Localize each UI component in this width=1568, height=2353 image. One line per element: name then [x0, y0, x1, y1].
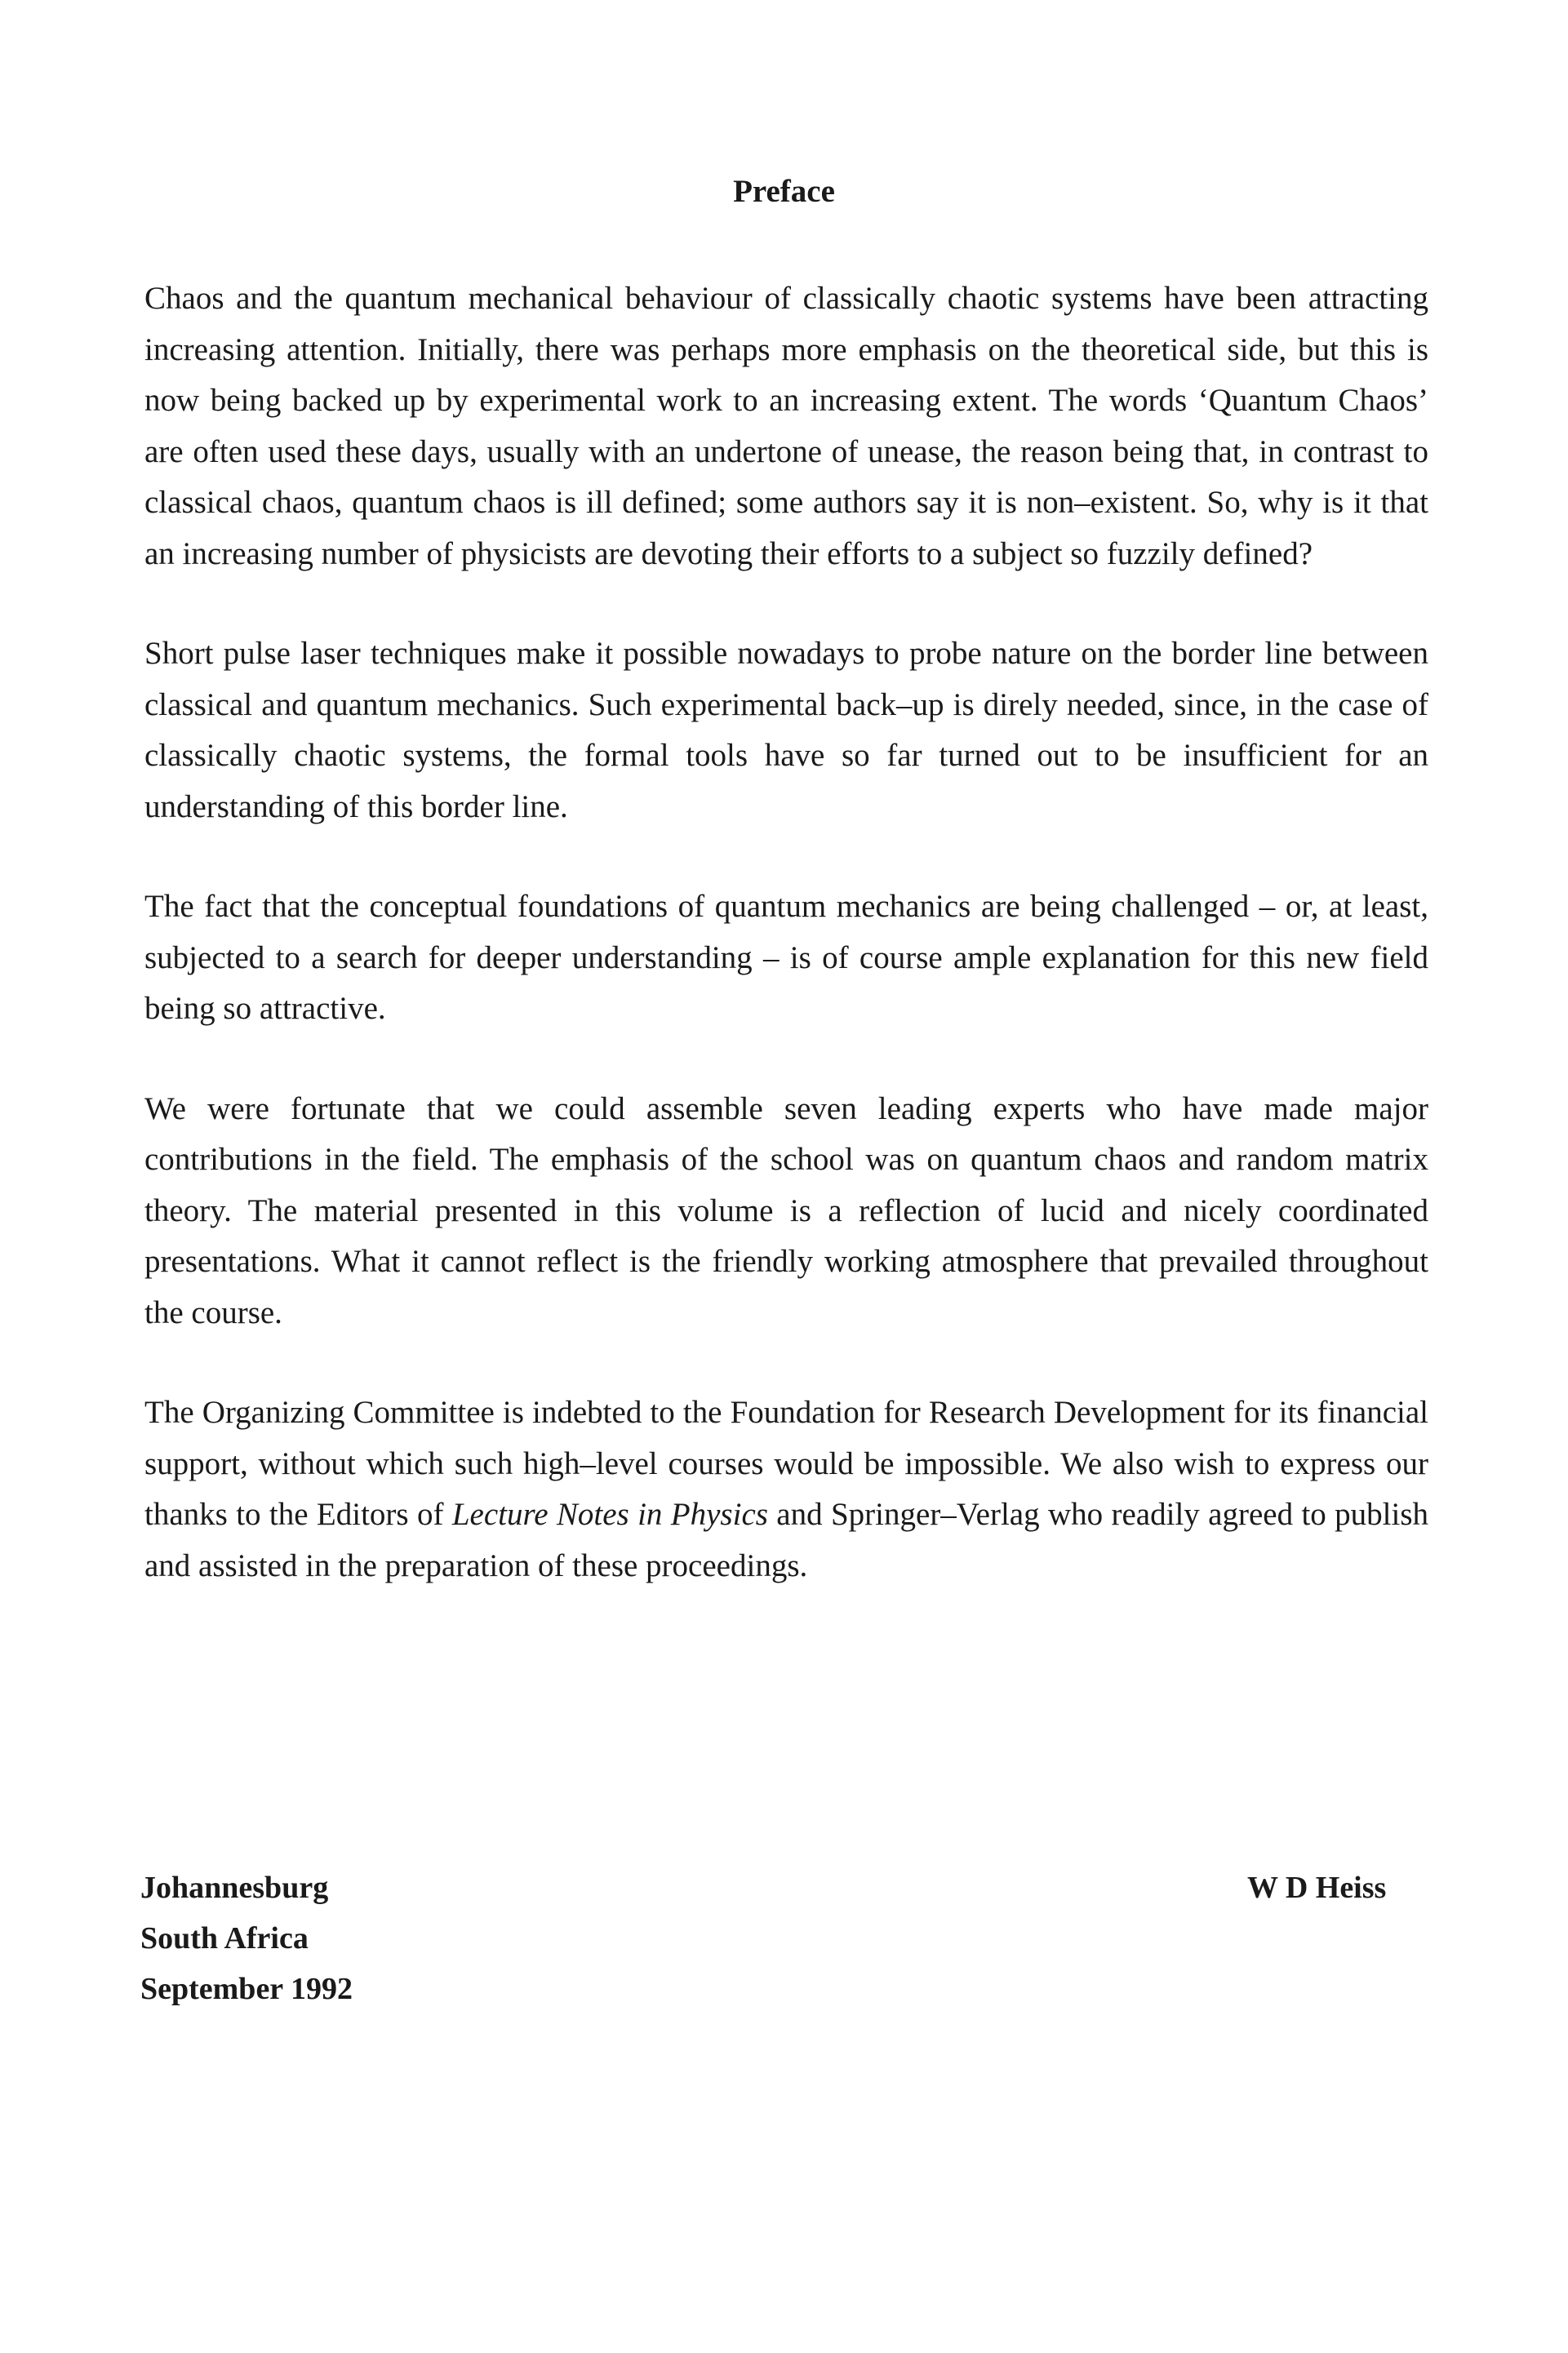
- paragraph-2: Short pulse laser techniques make it possible nowadays to probe nature on the border line between classical and quantum mechanics. Such experimental back–up is direly needed, since, in the case of classically chaotic systems, the formal tools have so far turned out to be insufficient for an understanding of this border line.: [144, 636, 1428, 824]
- paragraph-4: We were fortunate that we could assemble seven leading experts who have made major contributions in the field. The emphasis of the school was on quantum chaos and random matrix theory. The material presented in this volume is a reflection of lucid and nicely coordinated presentations. What it cannot reflect is the friendly working atmosphere that prevailed throughout the course.: [144, 1090, 1428, 1330]
- signoff-date: September 1992: [140, 1972, 353, 2006]
- paragraph-3: The fact that the conceptual foundations of quantum mechanics are being challenged – or, at least, subjected to a search for deeper understanding – is of course ample explanation for this new field being so attractive.: [144, 889, 1428, 1026]
- signoff-author: W D Heiss: [1247, 1871, 1387, 1905]
- page-title: Preface: [733, 174, 835, 209]
- paragraph-1: Chaos and the quantum mechanical behaviour of classically chaotic systems have been attracting increasing attention. Initially, there was perhaps more emphasis on the theoretical side, but this is now being backed up by experimental work to an increasing extent. The words ‘Quantum Chaos’ are often used these days, usually with an undertone of unease, the reason being that, in contrast to classical chaos, quantum chaos is ill defined; some authors say it is non–existent. So, why is it that an increasing number of physicists are devoting their efforts to a subject so fuzzily defined?: [144, 281, 1428, 571]
- signoff-country: South Africa: [140, 1921, 309, 1956]
- paragraph-5-text-a: The Organizing Committee is indebted to the Foundation for Research Development for its financial support, without which such high–level courses would be impossible. We also wish to express our thanks to the Editors of: [144, 1395, 1428, 1532]
- paragraph-5: [144, 1387, 1428, 1592]
- signoff-city: Johannesburg: [140, 1871, 329, 1905]
- paragraph-5-series-title: Lecture Notes in Physics: [451, 1497, 768, 1532]
- preface-body: [144, 273, 1428, 1640]
- paragraph-5-text-b: and Springer–Verlag who readily agreed to publish and assisted in the preparation of these proceedings.: [144, 1497, 1428, 1583]
- signoff-place-date: [140, 1862, 353, 2014]
